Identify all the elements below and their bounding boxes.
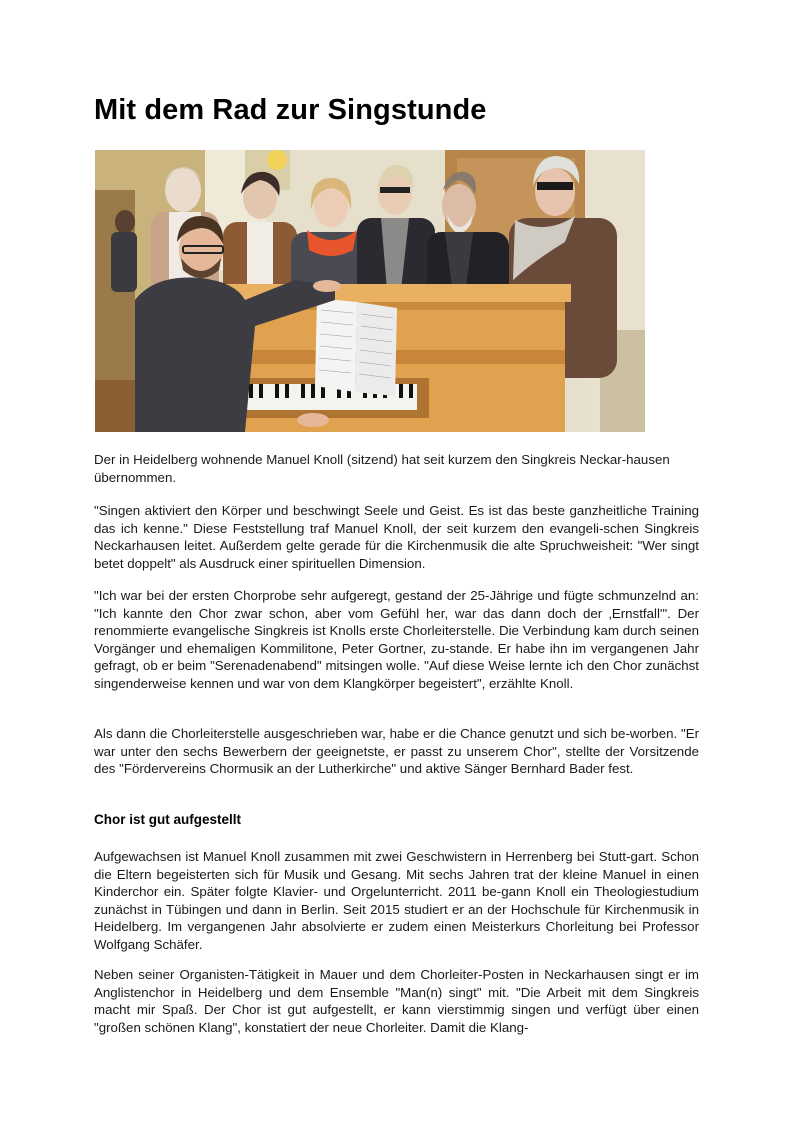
article-paragraph: Aufgewachsen ist Manuel Knoll zusammen mit zwei Geschwistern in Herrenberg bei Stutt-gart. Schon die Eltern begeisterten sich für Musik und Gesang. Mit sechs Jahren trat der kleine Manuel in einen Kinderchor ein. Später folgte Klavier- und Orgelunterricht. 2011 be-gann Knoll ein Theologiestudium zunächst in Tübingen und dann in Berlin. Seit 2015 studiert er an der Hochschule für Kirchenmusik in Heidelberg. Im vergangenen Jahr absolvierte er zudem einen Meisterkurs Chorleitung bei Professor Wolfgang Schäfer. xyxy=(94,849,699,952)
article-paragraph: "Ich war bei der ersten Chorprobe sehr aufgeregt, gestand der 25-Jährige und fügte schmunzelnd an: "Ich kannte den Chor zwar schon, aber vom Gefühl her, war das dann doch der ‚Ernstfall'". Der renommierte evangelische Singkreis ist Knolls erste Chorleiterstelle. Die Verbindung kam durch seinen Vorgänger und ehemaligen Kommilitone, Peter Gortner, zu-stande. Er habe ihn im vergangenen Jahr gefragt, ob er beim "Serenadenabend" mitsingen wolle. "Auf diese Weise lernte ich den Chor zunächst singenderweise kennen und war von dem Klangkörper begeistert", erzählte Knoll. xyxy=(94,588,699,691)
article-title: Mit dem Rad zur Singstunde xyxy=(94,94,487,126)
photo-caption: Der in Heidelberg wohnende Manuel Knoll (sitzend) hat seit kurzem den Singkreis Neckar-hausen übernommen. xyxy=(94,452,670,485)
article-paragraph: Neben seiner Organisten-Tätigkeit in Mauer und dem Chorleiter-Posten in Neckarhausen singt er im Anglistenchor in Heidelberg und dem Ensemble "Man(n) singt" mit. "Die Arbeit mit dem Singkreis macht mir Spaß. Der Chor ist gut aufgestellt, er kann vierstimmig singen und verfügt über einen "großen schönen Klang", konstatiert der neue Chorleiter. Damit die Klang- xyxy=(94,967,699,1035)
article-photo xyxy=(95,150,645,432)
choir-piano-photo xyxy=(95,150,645,432)
article-paragraph: "Singen aktiviert den Körper und beschwingt Seele und Geist. Es ist das beste ganzheitliche Training das ich kenne." Diese Feststellung traf Manuel Knoll, der seit kurzem den evangeli-schen Singkreis Neckarhausen leitet. Außerdem gelte gerade für die Kirchenmusik die alte Spruchweisheit: "Wer singt betet doppelt" als Ausdruck einer spirituellen Dimension. xyxy=(94,503,699,571)
section-subheading: Chor ist gut aufgestellt xyxy=(94,812,242,827)
article-paragraph: Als dann die Chorleiterstelle ausgeschrieben war, habe er die Chance genutzt und sich be-worben. "Er war unter den sechs Bewerbern der geeignetste, er passt zu unserem Chor", stellte der Vorsitzende des "Fördervereins Chormusik an der Lutherkirche" und aktive Sänger Bernhard Bader fest. xyxy=(94,726,699,777)
